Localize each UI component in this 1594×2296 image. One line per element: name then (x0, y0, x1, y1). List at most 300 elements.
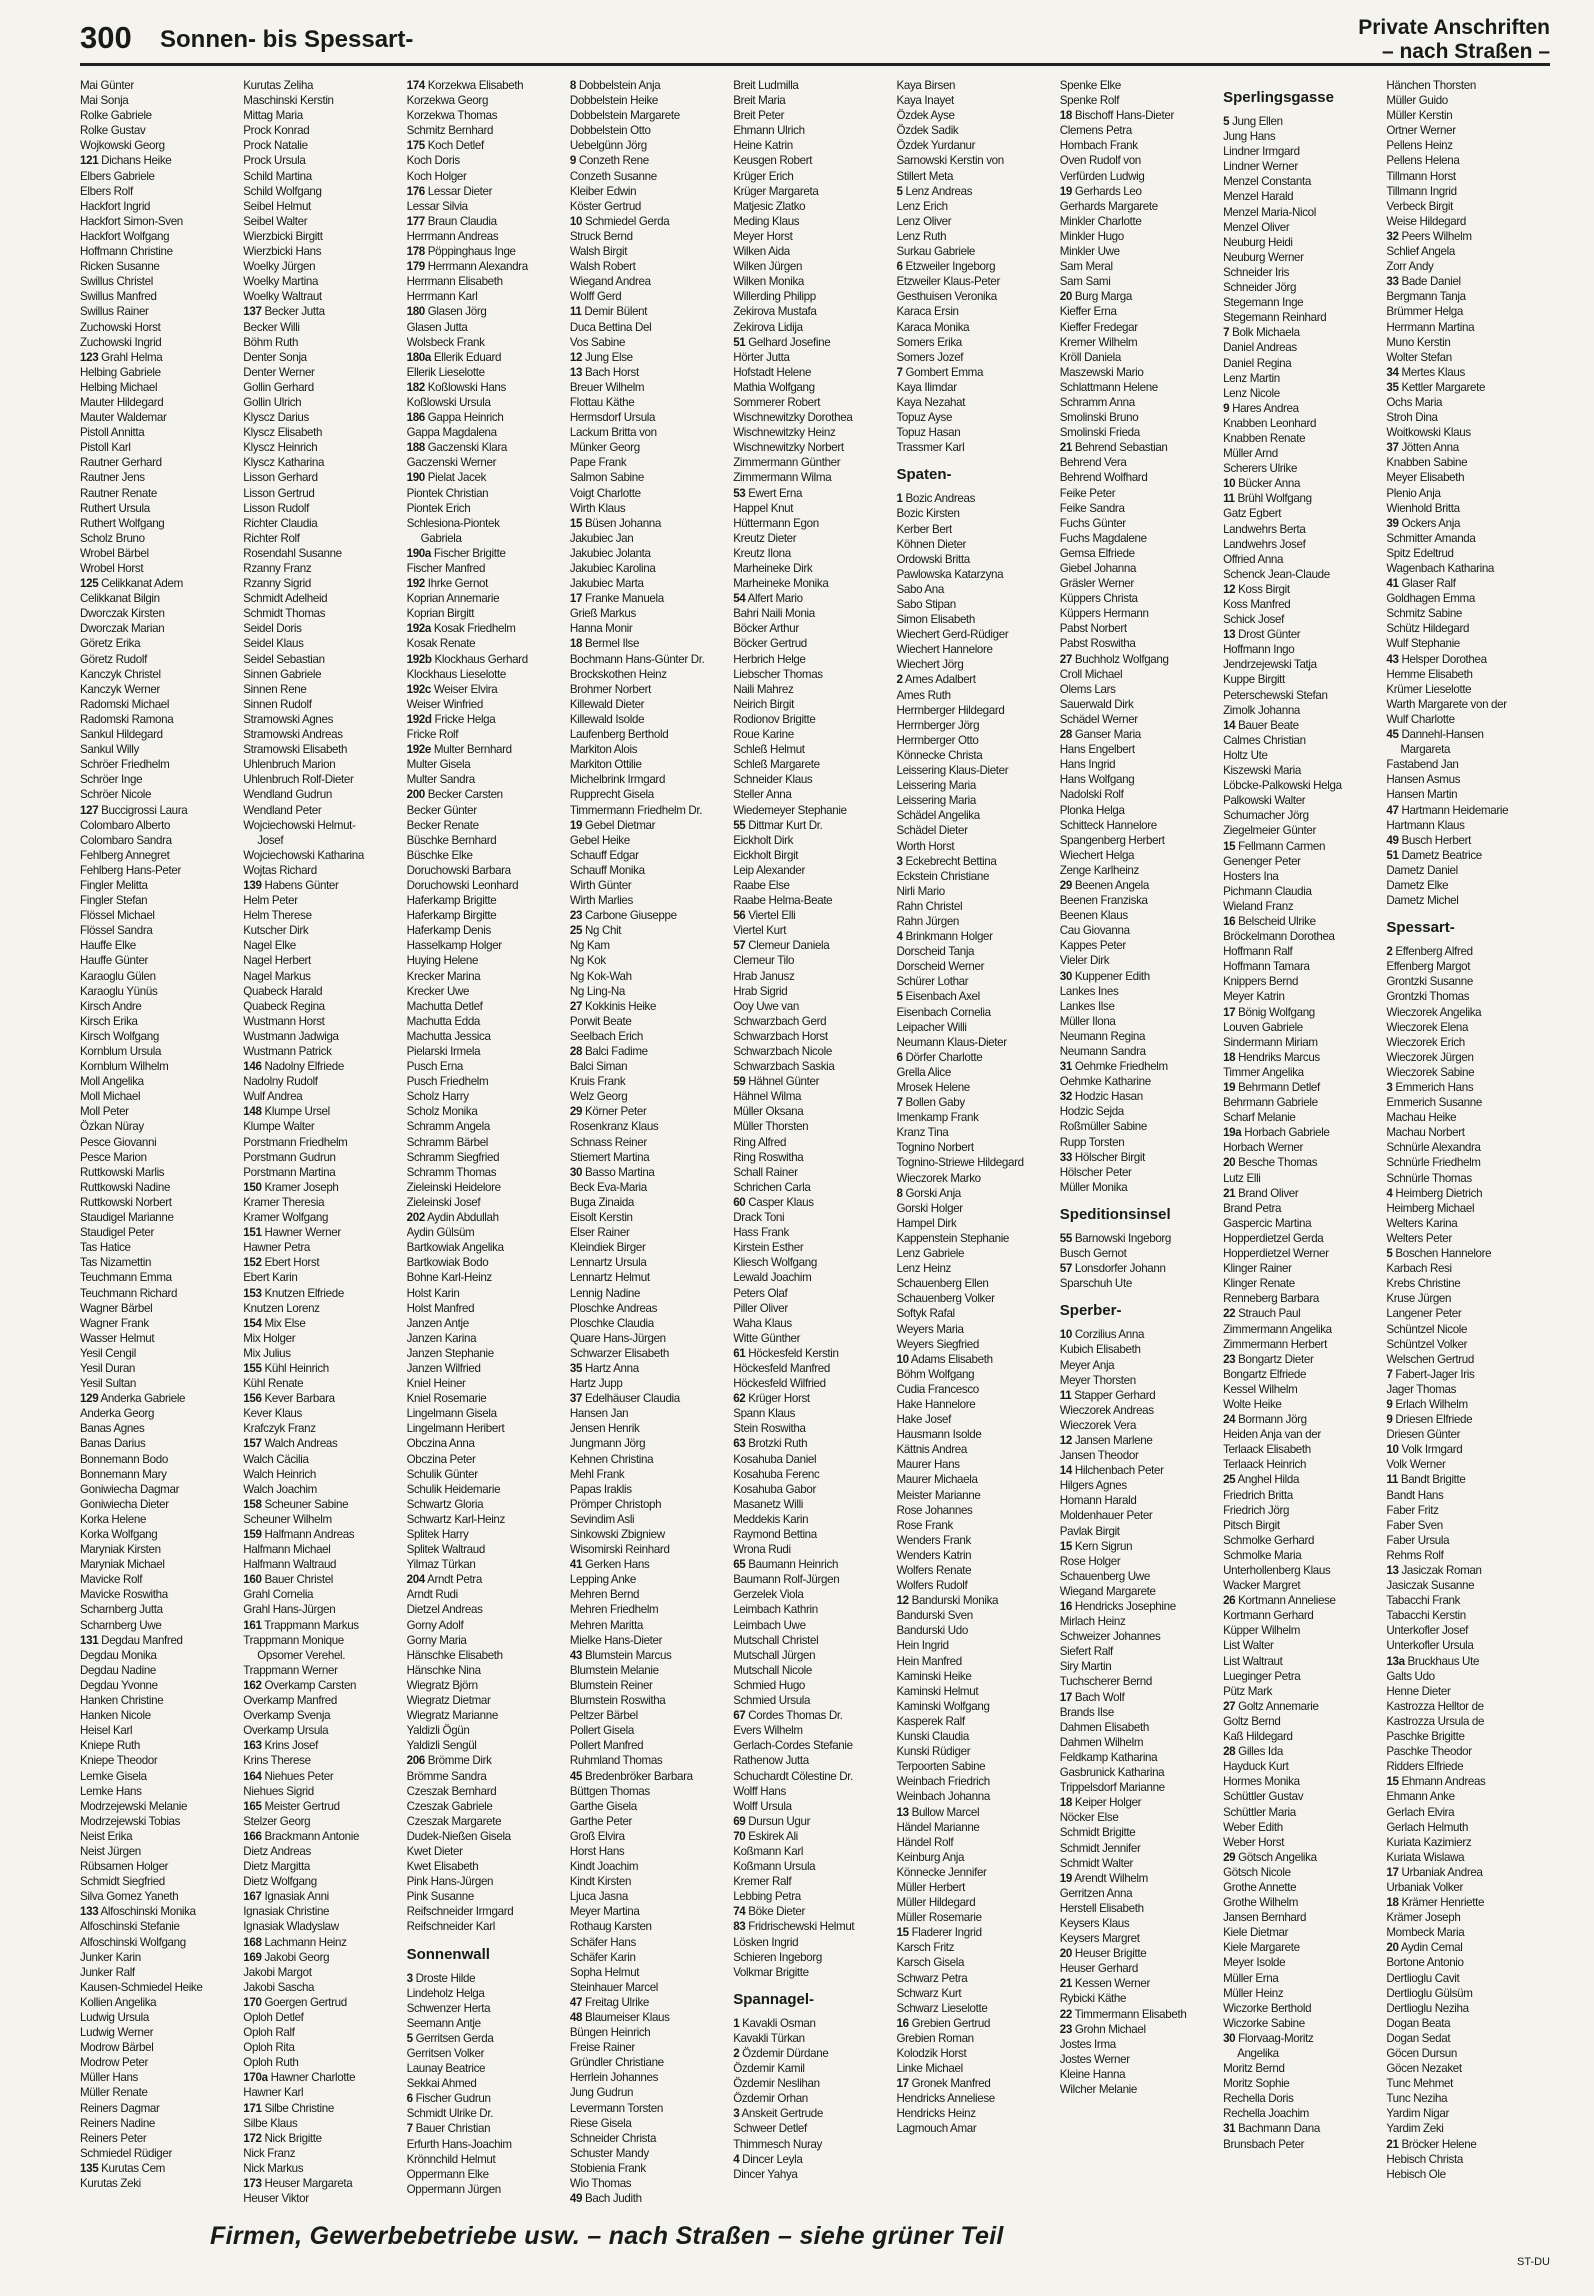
resident-name: Voigt Charlotte (569, 486, 641, 500)
resident-entry (1223, 144, 1382, 159)
directory-column (243, 78, 406, 2208)
resident-entry (1223, 869, 1382, 884)
resident-entry (896, 1427, 1055, 1442)
resident-name: Hrab Janusz (733, 969, 795, 983)
resident-name: Wierzbicki Birgitt (243, 229, 323, 243)
resident-name: Wojciechowski Helmut- (243, 818, 356, 832)
resident-name: Elbers Gabriele (80, 169, 155, 183)
resident-entry (1060, 289, 1219, 304)
resident-name: Denter Werner (243, 365, 315, 379)
resident-name: Stobienia Frank (569, 2161, 646, 2175)
directory-column (570, 78, 733, 2208)
resident-name: Wieczorek Sabine (1386, 1065, 1475, 1079)
resident-name: Krönnchild Helmut (406, 2152, 496, 2166)
resident-entry (407, 1089, 566, 1104)
resident-entry (896, 365, 1055, 380)
resident-entry (243, 1225, 402, 1240)
resident-entry (80, 1950, 239, 1965)
resident-name: Wirth Marlies (569, 894, 633, 908)
resident-name: Hüttermann Egon (733, 516, 819, 530)
resident-entry (1223, 1397, 1382, 1412)
resident-entry (896, 1216, 1055, 1231)
resident-entry (1386, 1654, 1545, 1669)
resident-name: Oehmke Friedhelm (1074, 1060, 1168, 1074)
resident-name: Nirli Mario (896, 884, 945, 898)
resident-entry (80, 1542, 239, 1557)
resident-entry (1223, 1005, 1382, 1020)
resident-name: Ng Kok-Wah (569, 969, 632, 983)
resident-entry (570, 1452, 729, 1467)
resident-entry (243, 848, 402, 863)
resident-entry (1223, 1578, 1382, 1593)
resident-name: Wieczorek Marko (896, 1171, 981, 1185)
resident-entry (1386, 1940, 1545, 1955)
resident-entry (570, 1889, 729, 1904)
resident-name: Mai Günter (80, 79, 134, 92)
resident-name: Neirich Birgit (733, 697, 795, 711)
resident-name: Nagel Elke (243, 939, 296, 953)
resident-entry (1223, 129, 1382, 144)
resident-entry (80, 259, 239, 274)
resident-name: Koprian Annemarie (406, 592, 500, 606)
resident-name: Wrobel Bärbel (80, 546, 149, 560)
house-number: 125 (80, 577, 99, 591)
resident-entry (1386, 289, 1545, 304)
resident-entry (1060, 636, 1219, 651)
resident-name: Gorski Anja (905, 1186, 961, 1200)
resident-name: Meyer Katrin (1223, 990, 1285, 1004)
resident-entry (570, 1059, 729, 1074)
resident-entry (1060, 1584, 1219, 1599)
resident-name: Ewert Erna (748, 486, 803, 500)
resident-name: Zimolk Johanna (1223, 703, 1301, 717)
resident-name: Hänschke Nina (406, 1663, 481, 1677)
resident-name: Dogan Beata (1386, 2016, 1451, 2030)
resident-entry (1060, 1901, 1219, 1916)
resident-entry (1386, 1925, 1545, 1940)
resident-entry (243, 1391, 402, 1406)
resident-entry (570, 1648, 729, 1663)
resident-entry (1386, 606, 1545, 621)
resident-entry (243, 1135, 402, 1150)
resident-name: Kirsch Wolfgang (80, 1029, 159, 1043)
resident-entry (243, 863, 402, 878)
resident-entry (243, 1255, 402, 1270)
resident-entry (243, 1361, 402, 1376)
resident-name: Gerritsen Gerda (415, 2031, 494, 2045)
resident-name: Kaminski Helmut (896, 1684, 979, 1698)
resident-entry (1060, 1569, 1219, 1584)
resident-entry (896, 78, 1055, 93)
resident-entry (570, 2010, 729, 2025)
house-number: 18 (1223, 1050, 1236, 1064)
resident-name: Zenge Karlheinz (1059, 863, 1139, 877)
resident-name: Conzeth Susanne (569, 169, 657, 183)
resident-entry (1223, 1729, 1382, 1744)
resident-name: Helbing Gabriele (80, 365, 161, 379)
resident-name: Krüger Horst (748, 1392, 810, 1406)
resident-entry (243, 1935, 402, 1950)
resident-name: Machau Norbert (1386, 1126, 1465, 1140)
resident-entry (1060, 1765, 1219, 1780)
resident-name: Raymond Bettina (733, 1528, 817, 1541)
house-number: 173 (243, 2177, 262, 2191)
resident-name: Knutzen Lorenz (243, 1301, 320, 1315)
resident-name: Herrmann Karl (406, 290, 478, 304)
resident-name: Swillus Manfred (80, 290, 157, 304)
resident-entry (243, 591, 402, 606)
resident-entry (243, 229, 402, 244)
resident-entry (407, 1557, 566, 1572)
house-number: 15 (569, 516, 583, 530)
resident-entry (896, 974, 1055, 989)
resident-name: Wustmann Horst (243, 1014, 325, 1028)
resident-entry (1060, 1705, 1219, 1720)
resident-entry (570, 1119, 729, 1134)
resident-entry (1223, 1140, 1382, 1155)
resident-name: Tuchscherer Bernd (1059, 1675, 1152, 1689)
resident-name: Hartz Anna (584, 1361, 639, 1375)
resident-entry (80, 410, 239, 425)
resident-name: Hanken Nicole (80, 1709, 151, 1723)
resident-name: Duca Bettina Del (569, 320, 652, 334)
resident-name: Schmidt Walter (1059, 1856, 1134, 1870)
resident-entry (570, 727, 729, 742)
resident-entry (80, 2146, 239, 2161)
resident-name: Pesce Marion (80, 1150, 147, 1164)
resident-entry (407, 893, 566, 908)
resident-entry (896, 582, 1055, 597)
resident-name: Gerhards Leo (1074, 184, 1142, 198)
resident-name: Flössel Michael (80, 909, 155, 923)
resident-entry (1223, 1503, 1382, 1518)
resident-name: Wolff Ursula (733, 1799, 792, 1813)
resident-entry (407, 652, 566, 667)
house-number: 190a (406, 546, 431, 560)
resident-entry (733, 78, 892, 93)
resident-entry (243, 1663, 402, 1678)
resident-name: Kramer Wolfgang (243, 1211, 329, 1225)
resident-name: Launay Beatrice (406, 2062, 486, 2076)
resident-name: Waha Klaus (733, 1316, 792, 1330)
resident-name: Schauff Monika (569, 863, 645, 877)
resident-name: Breit Ludmilla (733, 79, 799, 92)
house-number: 20 (1059, 290, 1072, 304)
resident-name: Gerzelek Viola (733, 1588, 804, 1602)
resident-name: Bolk Michaela (1232, 326, 1300, 340)
resident-name: Multer Gisela (406, 758, 471, 772)
resident-name: Hilgers Agnes (1059, 1479, 1127, 1493)
resident-entry (1223, 1608, 1382, 1623)
resident-entry (896, 1246, 1055, 1261)
resident-entry (570, 561, 729, 576)
resident-name: Knippers Bernd (1223, 975, 1299, 989)
house-number: 14 (1223, 718, 1236, 732)
resident-entry (1386, 455, 1545, 470)
resident-entry (80, 833, 239, 848)
resident-name: Lenz Martin (1223, 371, 1280, 385)
house-number: 60 (733, 1195, 746, 1209)
resident-entry (1223, 1518, 1382, 1533)
resident-entry (1223, 461, 1382, 476)
resident-entry (1223, 552, 1382, 567)
resident-name: Schwarzbach Horst (733, 1029, 828, 1043)
resident-entry (733, 1723, 892, 1738)
house-number: 8 (569, 79, 576, 92)
resident-name: Büngen Heinrich (569, 2026, 651, 2040)
resident-name: Schuchardt Cölestine Dr. (733, 1769, 854, 1783)
resident-name: Nagel Markus (243, 969, 311, 983)
directory-column (1223, 78, 1386, 2208)
house-number: 49 (1386, 833, 1399, 847)
resident-name: Koßlowski Ursula (406, 395, 491, 409)
resident-name: Simon Elisabeth (896, 613, 976, 627)
resident-entry (1060, 1104, 1219, 1119)
house-number: 139 (243, 878, 262, 892)
resident-entry (1386, 1035, 1545, 1050)
resident-name: Erfurth Hans-Joachim (406, 2137, 512, 2151)
resident-entry (80, 1995, 239, 2010)
resident-name: Jung Else (584, 350, 633, 364)
resident-name: Wustmann Jadwiga (243, 1029, 339, 1043)
resident-name: Becker Willi (243, 320, 300, 334)
resident-entry (80, 1663, 239, 1678)
resident-name: Wierzbicki Hans (243, 245, 322, 259)
resident-name: Oehmke Katharine (1059, 1075, 1151, 1089)
resident-name: Hoffmann Tamara (1223, 960, 1310, 974)
resident-name: Gaspercic Martina (1223, 1216, 1312, 1230)
resident-entry (1060, 1463, 1219, 1478)
resident-entry (1386, 893, 1545, 908)
resident-name: Pütz Mark (1223, 1684, 1273, 1698)
house-number: 9 (1386, 1397, 1393, 1411)
resident-name: Büsen Johanna (584, 516, 661, 530)
resident-name: Heimberg Michael (1386, 1201, 1475, 1215)
resident-name: Hawner Werner (264, 1226, 341, 1240)
resident-name: Matjesic Zlatko (733, 199, 806, 213)
resident-name: Rechella Joachim (1223, 2107, 1309, 2121)
resident-name: Stramowski Agnes (243, 712, 334, 726)
resident-name: Nadolny Rudolf (243, 1075, 318, 1089)
resident-name: Obczina Anna (406, 1437, 475, 1451)
resident-entry (1223, 2137, 1382, 2152)
resident-name: Stiemert Martina (569, 1150, 650, 1164)
resident-entry (407, 425, 566, 440)
resident-name: Kirsch Erika (80, 1014, 138, 1028)
resident-entry (733, 1784, 892, 1799)
resident-name: Hake Hannelore (896, 1397, 976, 1411)
resident-entry (1060, 727, 1219, 742)
resident-name: Heuser Gerhard (1059, 1962, 1139, 1976)
resident-entry (570, 1482, 729, 1497)
resident-name: Böcker Arthur (733, 622, 799, 636)
resident-name: Schauff Edgar (569, 848, 639, 862)
resident-name: Schall Rainer (733, 1165, 798, 1179)
resident-name: Machutta Edda (406, 1014, 481, 1028)
resident-entry (243, 1859, 402, 1874)
resident-entry (896, 440, 1055, 455)
resident-name: Marheineke Monika (733, 577, 829, 591)
resident-entry (243, 1074, 402, 1089)
house-number: 155 (243, 1361, 262, 1375)
resident-name: Pape Frank (569, 456, 627, 470)
resident-name: Schick Josef (1223, 613, 1284, 627)
resident-entry (243, 787, 402, 802)
resident-entry (1060, 2082, 1219, 2097)
section-title-line1: Private Anschriften (1358, 16, 1550, 39)
resident-name: Kramer Theresia (243, 1195, 325, 1209)
resident-entry (243, 1150, 402, 1165)
resident-name: Moll Peter (80, 1105, 129, 1119)
resident-entry (1386, 1095, 1545, 1110)
resident-entry (1223, 657, 1382, 672)
resident-name: Weyers Siegfried (896, 1337, 979, 1351)
resident-name: Fischer Gudrun (415, 2092, 491, 2106)
house-number: 17 (896, 2077, 909, 2091)
resident-name: Mehren Friedhelm (569, 1603, 659, 1617)
resident-entry (896, 1578, 1055, 1593)
resident-name: Brömme Dirk (427, 1754, 492, 1768)
resident-entry (570, 1527, 729, 1542)
resident-name: Kniepe Theodor (80, 1754, 158, 1768)
resident-entry (407, 2152, 566, 2167)
house-number: 192e (406, 743, 431, 757)
resident-entry (1060, 1614, 1219, 1629)
resident-entry (896, 1110, 1055, 1125)
resident-name: Aydin Cemal (1400, 1941, 1463, 1955)
house-number: 74 (733, 1905, 746, 1919)
resident-name: Böhm Wolfgang (896, 1367, 975, 1381)
resident-entry (1386, 1457, 1545, 1472)
resident-name: Jensen Henrik (569, 1422, 640, 1436)
resident-name: Yesil Sultan (80, 1377, 136, 1391)
resident-entry (733, 1769, 892, 1784)
resident-entry (1223, 1850, 1382, 1865)
resident-entry (1386, 1397, 1545, 1412)
resident-entry (896, 1442, 1055, 1457)
resident-entry (570, 531, 729, 546)
resident-name: Zuchowski Horst (80, 320, 161, 334)
house-number: 18 (569, 637, 583, 651)
resident-name: Baumann Heinrich (748, 1558, 839, 1572)
resident-name: Mittag Maria (243, 109, 303, 123)
resident-name: Janzen Antje (406, 1316, 469, 1330)
resident-name: Nöcker Else (1059, 1811, 1119, 1825)
resident-name: Overkamp Svenja (243, 1709, 331, 1723)
house-number: 188 (406, 441, 425, 455)
resident-name: Kurutas Cem (101, 2161, 165, 2175)
resident-entry (243, 1602, 402, 1617)
resident-name: Brands Ilse (1059, 1705, 1114, 1719)
resident-name: Wasser Helmut (80, 1331, 155, 1345)
resident-entry (1223, 2121, 1382, 2136)
resident-entry (570, 1436, 729, 1451)
resident-entry (896, 1457, 1055, 1472)
resident-name: Lonsdorfer Johann (1074, 1262, 1166, 1276)
resident-name: Gebel Dietmar (584, 818, 656, 832)
resident-name: Tillmann Ingrid (1386, 184, 1457, 198)
resident-name: Welschen Gertrud (1386, 1352, 1474, 1366)
resident-entry (243, 984, 402, 999)
house-number: 169 (243, 1950, 262, 1964)
resident-entry (407, 1919, 566, 1934)
resident-entry (1386, 1623, 1545, 1638)
resident-name: Jakobi Georg (264, 1950, 330, 1964)
resident-entry (1223, 295, 1382, 310)
resident-name: Bruckhaus Ute (1407, 1654, 1480, 1668)
resident-name: Edelhäuser Claudia (584, 1392, 680, 1406)
resident-name: Müller Heinz (1223, 1986, 1284, 2000)
resident-name: Weber Horst (1223, 1835, 1285, 1849)
resident-name: Habens Günter (264, 878, 339, 892)
resident-entry (1223, 431, 1382, 446)
resident-name: Hosters Ina (1223, 869, 1279, 883)
resident-entry (733, 1195, 892, 1210)
house-number: 31 (1059, 1060, 1072, 1074)
resident-name: Sarnowski Kerstin von (896, 154, 1004, 168)
resident-entry (733, 1059, 892, 1074)
resident-name: Herrnberger Hildegard (896, 703, 1005, 717)
resident-name: Wulf Andrea (243, 1090, 303, 1104)
resident-entry (1386, 1714, 1545, 1729)
resident-name: Arndt Rudi (406, 1588, 458, 1602)
house-number: 137 (243, 305, 262, 319)
resident-entry (407, 1587, 566, 1602)
resident-name: Lagmouch Amar (896, 2122, 977, 2136)
resident-entry (407, 561, 566, 576)
resident-entry (243, 199, 402, 214)
resident-entry (243, 78, 402, 93)
resident-name: Terlaack Heinrich (1223, 1458, 1307, 1472)
resident-name: Scheuner Sabine (264, 1497, 349, 1511)
resident-name: Hoffmann Ralf (1223, 945, 1293, 959)
resident-entry (1223, 2091, 1382, 2106)
house-number: 2 (733, 2047, 740, 2060)
resident-name: Richter Claudia (243, 516, 318, 530)
resident-name: Ebert Karin (243, 1271, 298, 1285)
resident-name: Holst Manfred (406, 1301, 475, 1315)
resident-name: Plonka Helga (1059, 803, 1125, 817)
resident-entry (1060, 78, 1219, 93)
resident-name: Oploh Ruth (243, 2056, 299, 2070)
resident-name: Sankul Hildegard (80, 728, 163, 742)
resident-entry (407, 1195, 566, 1210)
resident-entry (1060, 320, 1219, 335)
resident-entry (570, 486, 729, 501)
resident-name: Lingelmann Heribert (406, 1422, 505, 1436)
resident-name: Meyer Isolde (1223, 1956, 1286, 1970)
resident-entry (1386, 440, 1545, 455)
house-number: 24 (1223, 1413, 1236, 1427)
house-number: 10 (1386, 1443, 1399, 1457)
resident-entry (896, 1759, 1055, 1774)
resident-name: Grohn Michael (1074, 2022, 1146, 2036)
resident-name: Rathenow Jutta (733, 1754, 809, 1768)
resident-name: Kollien Angelika (80, 1995, 157, 2009)
resident-entry (243, 1723, 402, 1738)
resident-name: Ortner Werner (1386, 124, 1456, 138)
resident-entry (80, 682, 239, 697)
resident-name: Arndt Petra (427, 1573, 482, 1587)
resident-entry (733, 1512, 892, 1527)
resident-name: Zieleinski Josef (406, 1195, 481, 1209)
resident-entry (1223, 763, 1382, 778)
resident-name: Schrichen Carla (733, 1180, 811, 1194)
resident-entry (1223, 2016, 1382, 2031)
resident-entry (1060, 1750, 1219, 1765)
house-number: 159 (243, 1528, 262, 1541)
resident-entry (407, 1135, 566, 1150)
